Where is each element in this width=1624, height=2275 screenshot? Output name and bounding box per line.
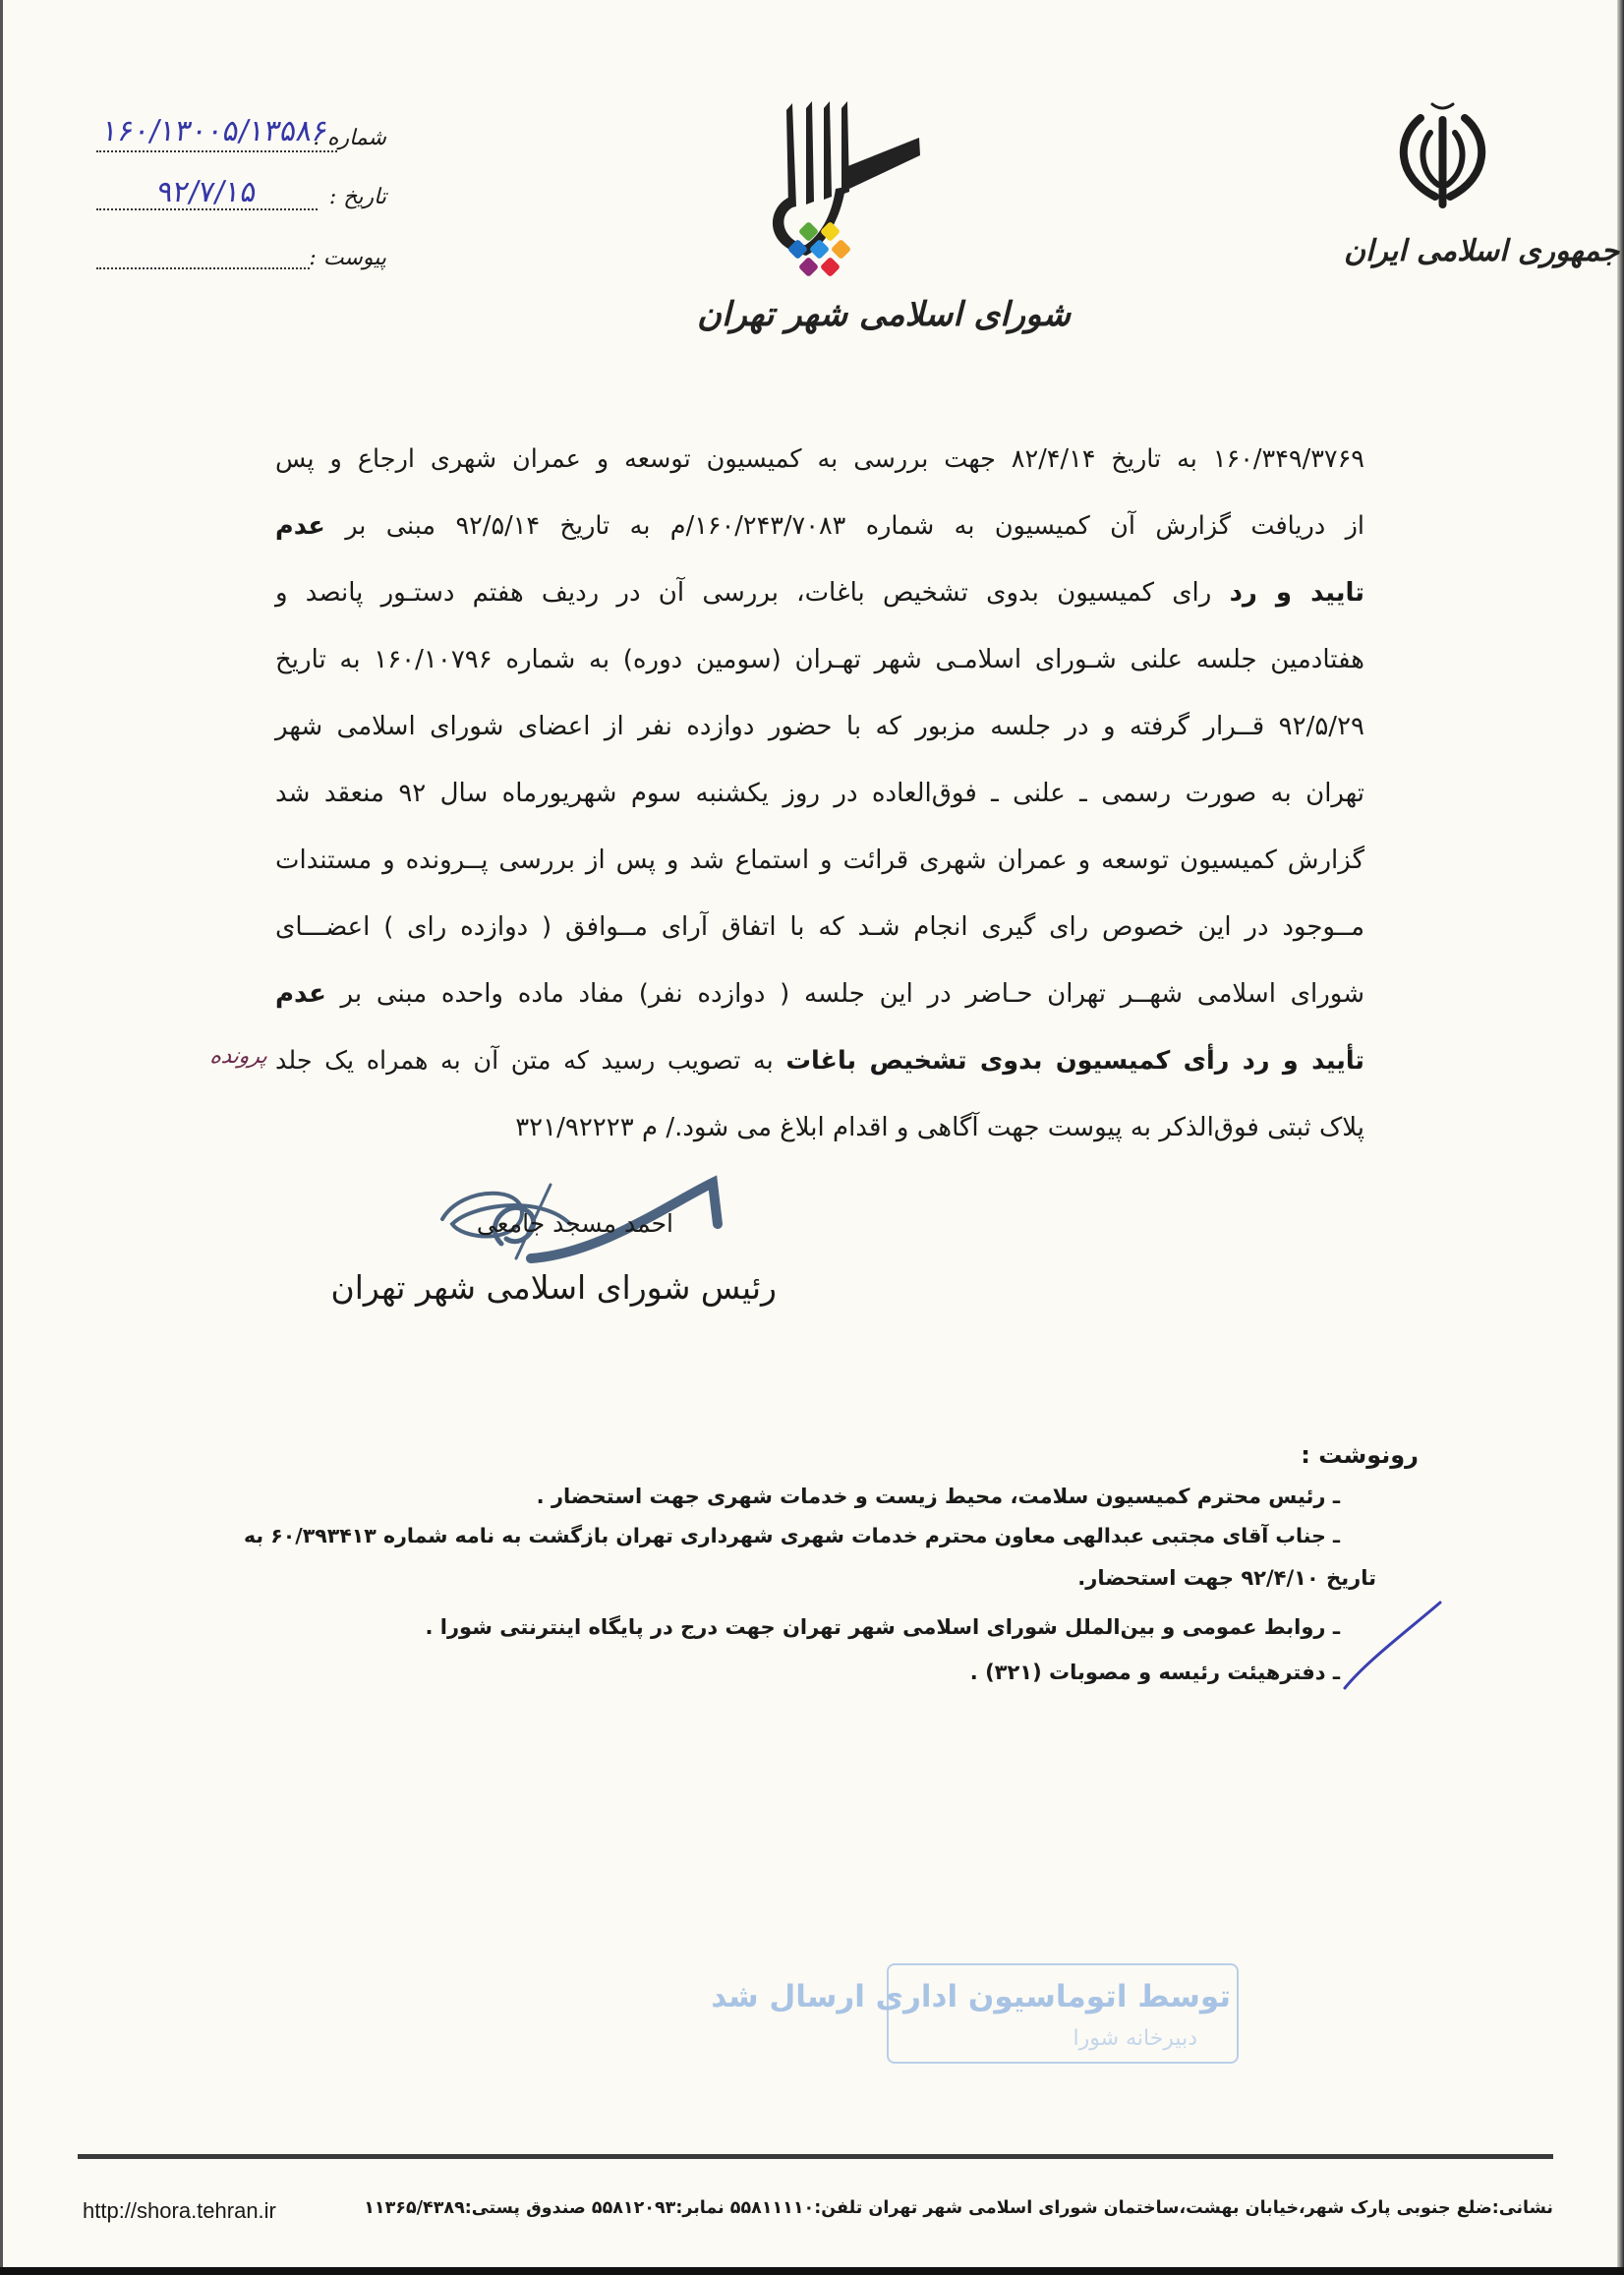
copies-item: ـ روابط عمومی و بین‌الملل شورای اسلامی شهر تهران جهت درج در پایگاه اینترنتی شورا .: [425, 1615, 1340, 1639]
emblem-caption: جمهوری اسلامی ایران: [1344, 234, 1620, 268]
date-label: تاریخ :: [328, 185, 386, 209]
attachment-dotted-line: [96, 267, 310, 269]
number-label: شماره :: [313, 126, 386, 150]
body-text: هفتادمین جلسه علنی شـورای اسلامـی شهر تهـران (سومین دوره) به شماره ۱۶۰/۱۰۷۹۶ به تاریخ: [275, 645, 1364, 674]
footer-divider: [78, 2154, 1553, 2159]
body-text: پلاک ثبتی فوق‌الذکر به پیوست جهت آگاهی و اقدام ابلاغ می شود./ م ۳۲۱/۹۲۲۲۳: [515, 1113, 1364, 1142]
pen-check-mark: [1337, 1598, 1445, 1696]
scan-edge-bottom: [0, 2267, 1624, 2275]
body-line: [275, 573, 1364, 612]
number-dotted-line: [96, 150, 337, 152]
signatory-title: رئیس شورای اسلامی شهر تهران: [330, 1268, 777, 1307]
handwritten-note: پرونده: [207, 1044, 270, 1069]
body-emphasis: عدم: [275, 979, 326, 1009]
iran-emblem: [1381, 98, 1504, 211]
body-text: مــوجود در این خصوص رای گیری انجام شـد که با اتفاق آرای مــوافق ( دوازده رای ) اعضـــای: [275, 912, 1364, 942]
copies-item: ـ جناب آقای مجتبی عبدالهی معاون محترم خدمات شهری شهرداری تهران بازگشت به نامه شماره ۶۰/۳۹۳۴۱۳ به: [243, 1524, 1340, 1547]
body-text: تهران به صورت رسمی ـ علنی ـ فوق‌العاده در روز یکشنبه سوم شهریورماه سال ۹۲ منعقد شد: [275, 779, 1364, 808]
body-text: ۹۲/۵/۲۹ قــرار گرفته و در جلسه مزبور که با حضور دوازده نفر از اعضای شورای اسلامی شهر: [275, 712, 1364, 741]
attachment-label: پیوست :: [309, 246, 386, 270]
copies-title: رونوشت :: [1301, 1441, 1419, 1469]
body-text: از دریافت گزارش آن کمیسیون به شماره ۱۶۰/۲۴۳/۷۰۸۳/م به تاریخ ۹۲/۵/۱۴ مبنی بر: [324, 511, 1364, 541]
number-handwritten: ۱۶۰/۱۳۰۰۵/۱۳۵۸۶: [99, 114, 331, 148]
body-emphasis: تایید و رد: [1229, 578, 1364, 608]
copies-item: ـ دفترهیئت رئیسه و مصوبات (۳۲۱) .: [969, 1661, 1340, 1684]
automation-sent-stamp: [711, 1963, 1239, 2064]
scan-edge-left: [0, 0, 3, 2275]
logo-color-tile: [831, 239, 851, 260]
body-line: [275, 707, 1364, 746]
logo-color-tile: [820, 257, 841, 277]
body-text: گزارش کمیسیون توسعه و عمران شهری قرائت و استماع شد و پس از بررسی پــرونده و مستندات: [275, 846, 1364, 875]
scan-edge-right: [1617, 0, 1624, 2275]
logo-color-tile: [798, 257, 819, 277]
stamp-office: دبیرخانه شورا: [1073, 2026, 1197, 2051]
stamp-text: توسط اتوماسیون اداری ارسال شد: [711, 1979, 1231, 2014]
council-logo-caption: شورای اسلامی شهر تهران: [697, 295, 1072, 334]
body-emphasis: عدم: [275, 511, 325, 541]
copies-item: ـ رئیس محترم کمیسیون سلامت، محیط زیست و خدمات شهری جهت استحضار .: [536, 1485, 1340, 1508]
body-text: ۱۶۰/۳۴۹/۳۷۶۹ به تاریخ ۸۲/۴/۱۴ جهت بررسی به کمیسیون توسعه و عمران شهری ارجاع و پس: [275, 444, 1364, 474]
body-line: [275, 640, 1364, 679]
body-line: [275, 1041, 1364, 1080]
body-line: [275, 439, 1364, 479]
footer-address: نشانی:ضلع جنوبی پارک شهر،خیابان بهشت،ساختمان شورای اسلامی شهر تهران تلفن:۵۵۸۱۱۱۱۰ نمابر:۵۵۸۱۲۰۹۳ صندوق پستی:۱۱۳۶۵/۴۳۸۹: [364, 2198, 1553, 2218]
body-line: [275, 774, 1364, 813]
body-text: رای کمیسیون بدوی تشخیص باغات، بررسی آن در ردیف هفتم دستـور پانصد و: [275, 578, 1230, 608]
date-handwritten: ۹۲/۷/۱۵: [154, 175, 260, 209]
body-line: [275, 1108, 1364, 1147]
body-line: [275, 506, 1364, 546]
body-line: [275, 907, 1364, 947]
body-text: شورای اسلامی شهــر تهران حـاضر در این جلسه ( دوازده نفر) مفاد ماده واحده مبنی بر: [325, 979, 1364, 1009]
body-line: [275, 974, 1364, 1014]
signatory-name: احمد مسجد جامعی: [476, 1209, 673, 1238]
tehran-council-logo: [747, 98, 934, 290]
body-emphasis: تأیید و رد رأی کمیسیون بدوی تشخیص باغات: [785, 1046, 1364, 1076]
footer-website-link[interactable]: http://shora.tehran.ir: [83, 2198, 276, 2223]
body-text: به تصویب رسید که متن آن به همراه یک جلد: [275, 1046, 786, 1076]
copies-item-continued: تاریخ ۹۲/۴/۱۰ جهت استحضار.: [1077, 1566, 1376, 1590]
body-line: [275, 841, 1364, 880]
